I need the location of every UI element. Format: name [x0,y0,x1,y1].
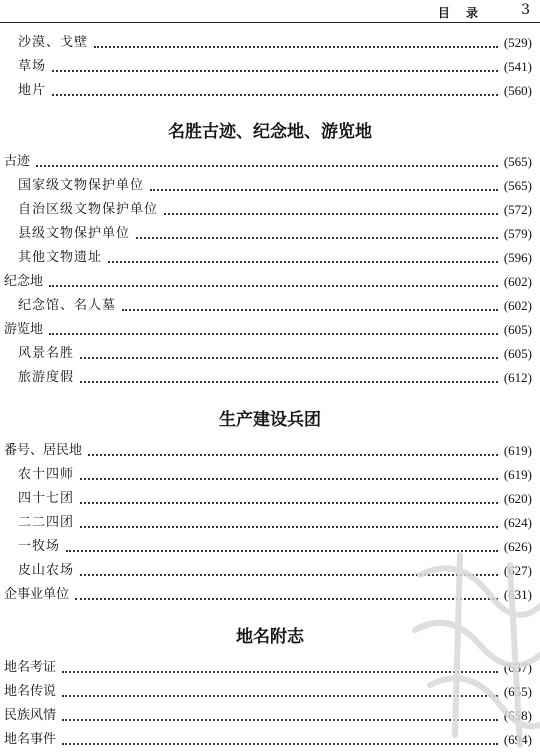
toc-entry-page: (655) [503,684,532,699]
toc-entry[interactable] [0,441,540,461]
toc-entry[interactable] [0,320,540,340]
dot-leader [80,525,498,528]
toc-entry[interactable] [0,344,540,364]
dot-leader [52,69,498,72]
toc-entry-label: 地名事件 [4,732,57,747]
toc-entry-label: 皮山农场 [18,563,75,578]
dot-leader [80,501,498,504]
dot-leader [52,93,498,96]
toc-entry-label: 古迹 [4,154,31,169]
toc-entry-page: (658) [503,708,532,723]
toc-entry-label: 风景名胜 [18,346,75,361]
toc-entry-label: 自治区级文物保护单位 [18,202,159,217]
toc-entry[interactable] [0,224,540,244]
toc-entry[interactable] [0,296,540,316]
toc-entry[interactable] [0,81,540,101]
dot-leader [88,453,498,456]
toc-entry-label: 民族风情 [4,708,57,723]
toc-entry-page: (565) [503,154,532,169]
toc-entry[interactable] [0,200,540,220]
toc-entry-page: (529) [503,35,532,50]
toc-entry[interactable] [0,682,540,702]
toc-entry[interactable] [0,513,540,533]
toc-entry-page: (624) [503,515,532,530]
dot-leader [164,212,498,215]
toc-entry-page: (602) [503,274,532,289]
toc-entry-page: (627) [503,563,532,578]
running-head-title: 目 录 [437,6,484,20]
toc-entry-page: (631) [503,587,532,602]
section-heading: 地名附志 [236,627,304,647]
section-heading: 生产建设兵团 [219,410,321,430]
toc-entry-label: 地片 [18,83,47,98]
dot-leader [80,477,498,480]
toc-entry-label: 草场 [18,59,47,74]
toc-entry-page: (605) [503,346,532,361]
toc-entry[interactable] [0,152,540,172]
toc-entry-page: (605) [503,322,532,337]
toc-entry-page: (626) [503,539,532,554]
toc-entry-page: (602) [503,298,532,313]
toc-entry-page: (619) [503,443,532,458]
dot-leader [49,332,498,335]
toc-entry[interactable] [0,706,540,726]
toc-entry-page: (620) [503,491,532,506]
toc-entry-label: 农十四师 [18,467,75,482]
toc-entry-page: (637) [503,660,532,675]
toc-entry[interactable] [0,561,540,581]
toc-entry-label: 一牧场 [18,539,61,554]
toc-entry-page: (694) [503,732,532,747]
toc-entry-page: (541) [503,59,532,74]
dot-leader [94,45,498,48]
dot-leader [75,597,498,600]
toc-entry-label: 地名传说 [4,684,57,699]
dot-leader [122,308,498,311]
toc-entry[interactable] [0,658,540,678]
toc-entry-page: (579) [503,226,532,241]
toc-entry[interactable] [0,537,540,557]
toc-entry-page: (619) [503,467,532,482]
toc-entry[interactable] [0,272,540,292]
toc-entry-label: 四十七团 [18,491,75,506]
toc-entry[interactable] [0,730,540,750]
toc-entry-label: 企事业单位 [4,587,70,602]
toc-entry-label: 纪念地 [4,274,44,289]
toc-entry-label: 沙漠、戈壁 [18,35,89,50]
toc-entry-label: 二二四团 [18,515,75,530]
toc-entry-label: 旅游度假 [18,370,75,385]
toc-entry-page: (612) [503,370,532,385]
dot-leader [62,694,498,697]
toc-entry[interactable] [0,57,540,77]
dot-leader [80,380,498,383]
page-number: 3 [521,2,530,18]
dot-leader [62,742,498,745]
dot-leader [108,260,498,263]
toc-entry-label: 国家级文物保护单位 [18,178,145,193]
dot-leader [80,356,498,359]
toc-entry-page: (596) [503,250,532,265]
toc-entry[interactable] [0,248,540,268]
toc-entry-page: (560) [503,83,532,98]
toc-entry-label: 纪念馆、名人墓 [18,298,117,313]
toc-entry[interactable] [0,33,540,53]
toc-entry[interactable] [0,176,540,196]
dot-leader [80,573,498,576]
toc-entry-label: 番号、居民地 [4,443,83,458]
dot-leader [49,284,498,287]
toc-entry-label: 地名考证 [4,660,57,675]
toc-entry-page: (572) [503,202,532,217]
toc-entry-label: 游览地 [4,322,44,337]
toc-entry[interactable] [0,368,540,388]
toc-entry-label: 其他文物遗址 [18,250,103,265]
toc-entry[interactable] [0,585,540,605]
dot-leader [36,164,498,167]
dot-leader [150,188,498,191]
page-header [0,0,540,23]
dot-leader [136,236,498,239]
dot-leader [66,549,498,552]
dot-leader [62,718,498,721]
toc-entry-label: 县级文物保护单位 [18,226,131,241]
section-heading: 名胜古迹、纪念地、游览地 [168,122,372,142]
toc-entry[interactable] [0,465,540,485]
toc-entry-page: (565) [503,178,532,193]
dot-leader [62,670,498,673]
toc-entry[interactable] [0,489,540,509]
